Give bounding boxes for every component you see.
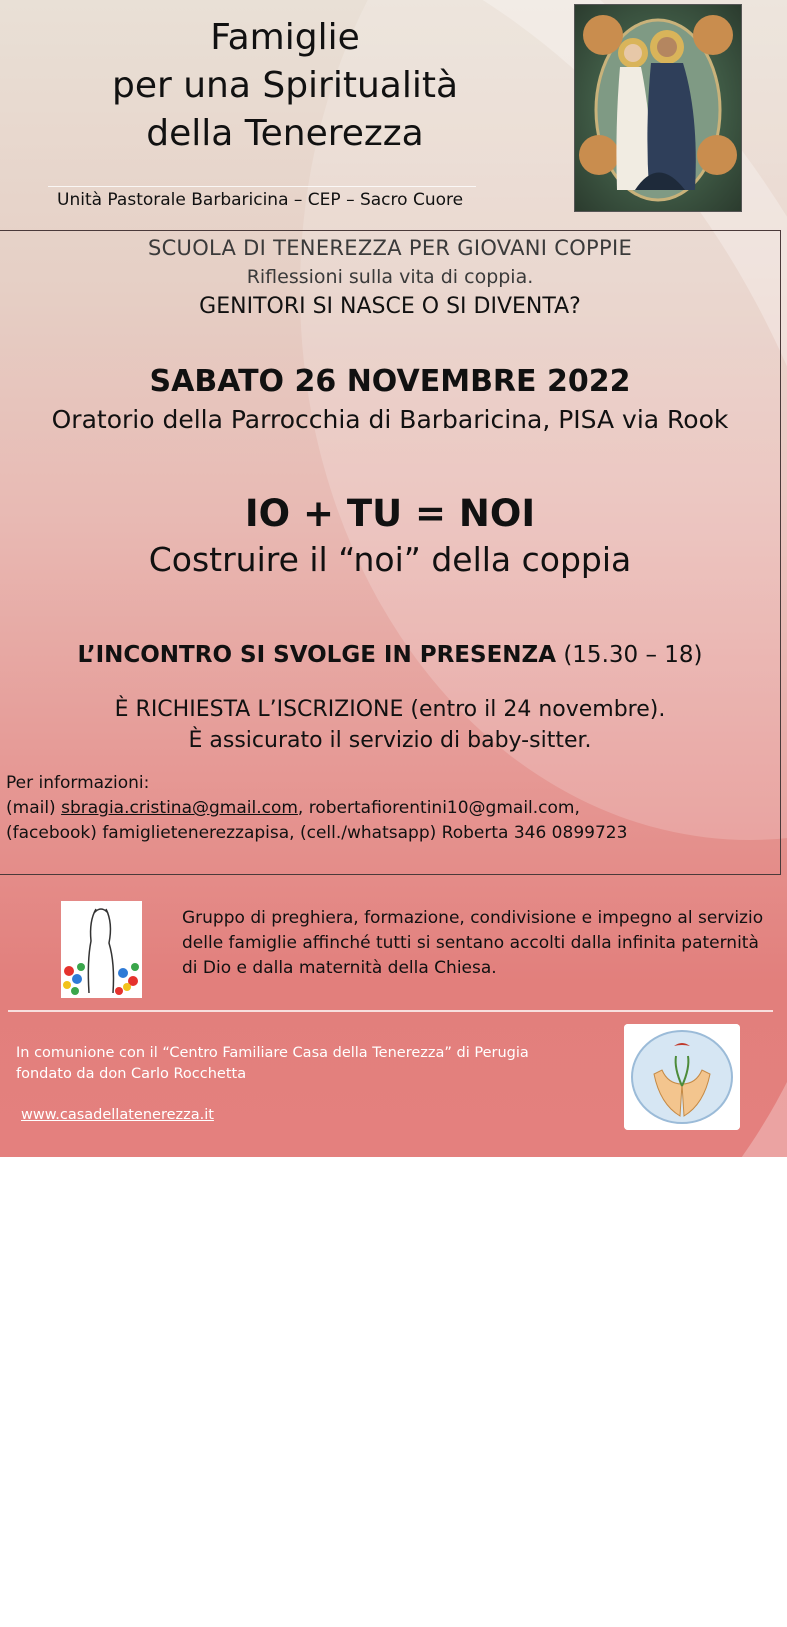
title-line-2: per una Spiritualità xyxy=(111,65,459,106)
session-question: GENITORI SI NASCE O SI DIVENTA? xyxy=(199,294,581,319)
flyer-title xyxy=(60,14,510,158)
info-email-line xyxy=(6,796,627,821)
parish-unit: Unità Pastorale Barbaricina – CEP – Sacro Cuore xyxy=(57,190,464,210)
event-theme-subtitle: Costruire il “noi” della coppia xyxy=(148,540,632,579)
casa-tenerezza-logo xyxy=(624,1024,740,1130)
mail-prefix: (mail) xyxy=(6,798,62,818)
title-divider xyxy=(48,186,476,187)
communion-note xyxy=(16,1043,529,1085)
email-roberta: , robertafiorentini10@gmail.com, xyxy=(297,798,580,818)
event-theme: IO + TU = NOI xyxy=(244,492,536,535)
holy-family-icon-image xyxy=(574,4,742,212)
event-location: Oratorio della Parrocchia di Barbaricina, PISA via Rook xyxy=(51,405,729,434)
contact-info xyxy=(6,771,627,846)
group-description: Gruppo di preghiera, formazione, condivisione e impegno al servizio delle famiglie affinché tutti si sentano accolti dalla infinita paternità di Dio e dalla maternità della Chiesa. xyxy=(182,908,764,978)
info-social-line: (facebook) famiglietenerezzapisa, (cell./whatsapp) Roberta 346 0899723 xyxy=(6,823,628,843)
event-date: SABATO 26 NOVEMBRE 2022 xyxy=(149,364,631,399)
title-line-3: della Tenerezza xyxy=(146,113,424,154)
communion-line-2: fondato da don Carlo Rocchetta xyxy=(16,1066,247,1082)
email-link-cristina[interactable]: sbragia.cristina@gmail.com xyxy=(61,798,298,818)
footer-divider xyxy=(8,1010,773,1012)
website-link[interactable]: www.casadellatenerezza.it xyxy=(21,1107,214,1123)
communion-line-1: In comunione con il “Centro Familiare Casa della Tenerezza” di Perugia xyxy=(16,1045,529,1061)
school-title: SCUOLA DI TENEREZZA PER GIOVANI COPPIE xyxy=(147,236,633,260)
reflections-subtitle: Riflessioni sulla vita di coppia. xyxy=(246,266,534,288)
babysitter-notice: È assicurato il servizio di baby-sitter. xyxy=(188,728,592,753)
presence-time: (15.30 – 18) xyxy=(556,642,703,668)
presence-notice xyxy=(0,642,780,668)
presence-label: L’INCONTRO SI SVOLGE IN PRESENZA xyxy=(77,642,557,668)
registration-notice: È RICHIESTA L’ISCRIZIONE (entro il 24 novembre). xyxy=(114,697,666,722)
title-line-1: Famiglie xyxy=(210,17,360,58)
info-heading: Per informazioni: xyxy=(6,773,150,793)
couple-flowers-image xyxy=(61,901,142,998)
